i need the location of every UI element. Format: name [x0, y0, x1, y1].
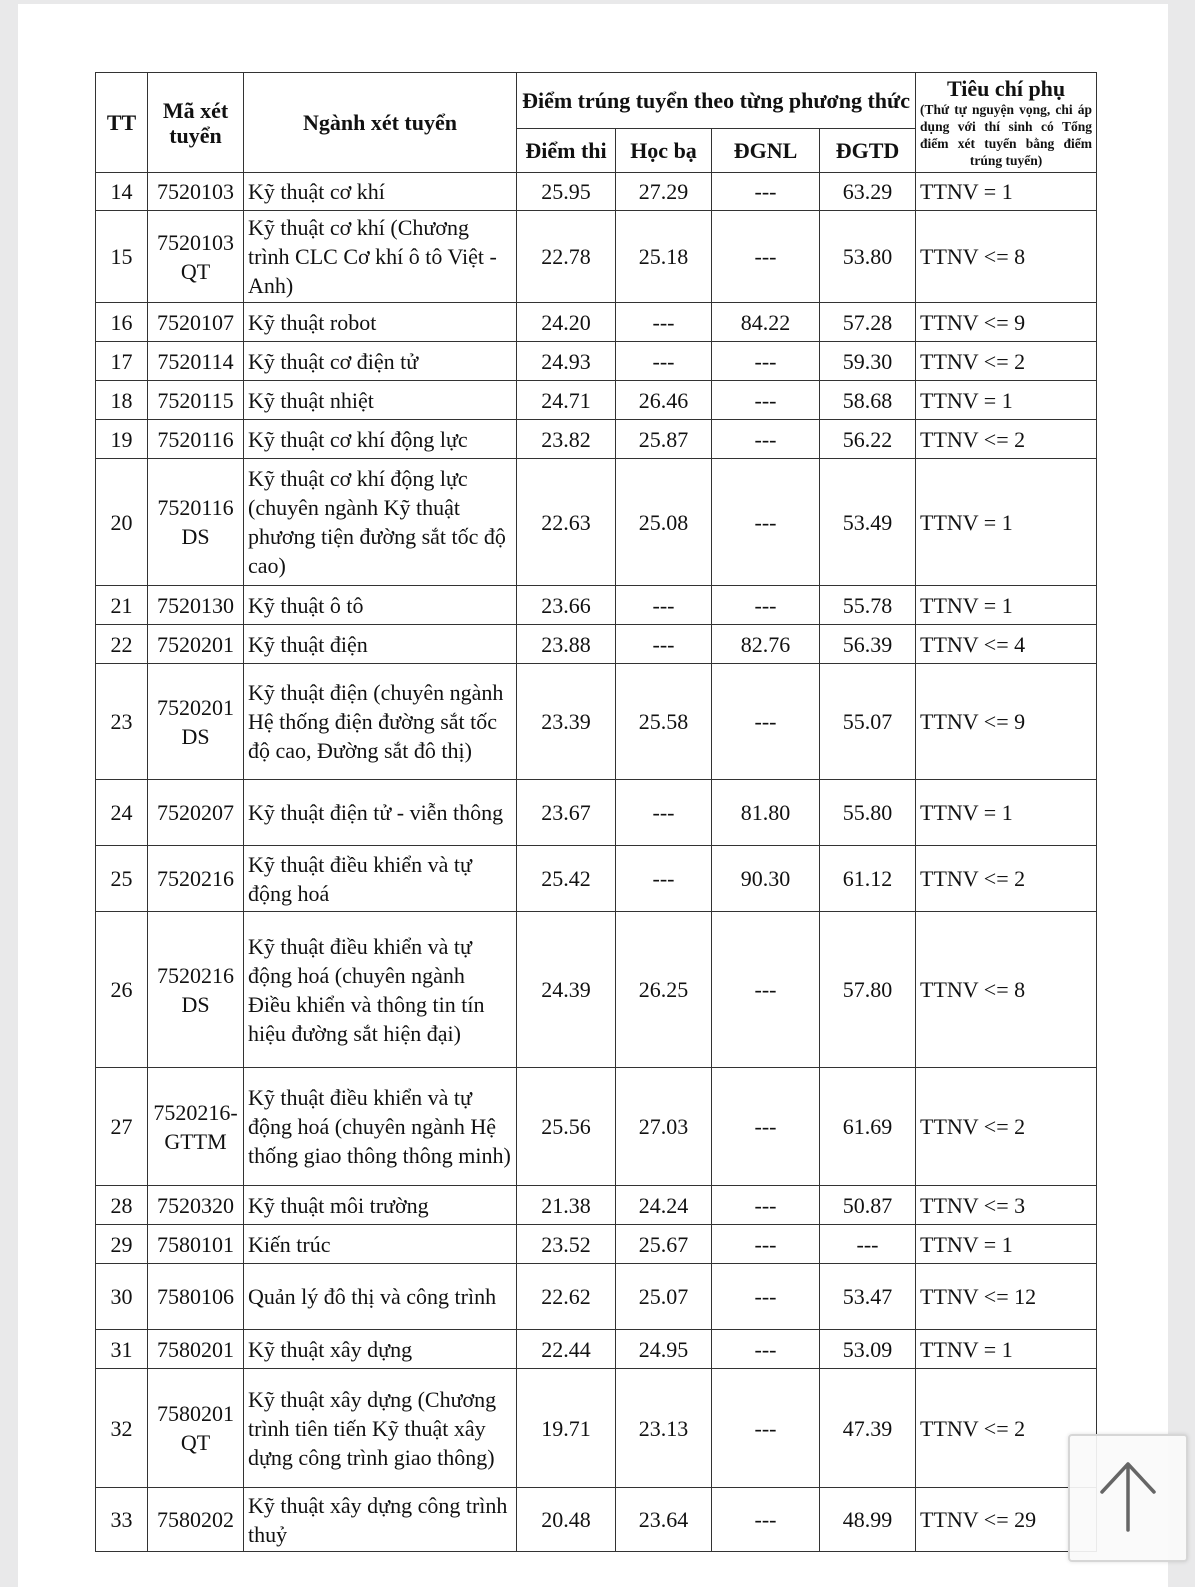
cell-nganh: Kỹ thuật điện (chuyên ngành Hệ thống điện đường sắt tốc độ cao, Đường sắt đô thị) — [244, 664, 517, 780]
cell-nganh: Kỹ thuật điện — [244, 625, 517, 664]
tieu-chi-title: Tiêu chí phụ — [946, 75, 1066, 101]
cell-diem-thi: 22.44 — [517, 1330, 616, 1369]
document-page — [18, 4, 1168, 1587]
cell-dgnl: --- — [712, 1068, 820, 1186]
cell-hoc-ba: 23.13 — [616, 1369, 712, 1488]
code-line: 7520115 — [157, 387, 234, 413]
header-diem-trung-tuyen: Điểm trúng tuyển theo từng phương thức — [517, 73, 916, 129]
cell-hoc-ba: --- — [616, 586, 712, 625]
cell-hoc-ba: 25.67 — [616, 1225, 712, 1264]
code-line: 7520107 — [157, 309, 234, 335]
cell-tt: 16 — [96, 303, 148, 342]
cell-ma-xet-tuyen — [148, 420, 244, 459]
cell-ma-xet-tuyen — [148, 1369, 244, 1488]
cell-tt: 32 — [96, 1369, 148, 1488]
cell-ma-xet-tuyen — [148, 381, 244, 420]
cell-diem-thi: 22.62 — [517, 1264, 616, 1330]
cell-nganh: Kỹ thuật điện tử - viễn thông — [244, 780, 517, 846]
cell-nganh: Kỹ thuật cơ điện tử — [244, 342, 517, 381]
cell-diem-thi: 25.95 — [517, 173, 616, 211]
cell-tieu-chi: TTNV <= 3 — [916, 1186, 1097, 1225]
cell-nganh: Kỹ thuật cơ khí động lực (chuyên ngành Kỹ thuật phương tiện đường sắt tốc độ cao) — [244, 459, 517, 586]
cell-hoc-ba: 26.46 — [616, 381, 712, 420]
code-line: 7580101 — [157, 1231, 234, 1257]
cell-tt: 30 — [96, 1264, 148, 1330]
cell-diem-thi: 22.78 — [517, 211, 616, 303]
table-row — [96, 664, 1097, 780]
admission-scores-table — [95, 72, 1097, 1552]
cell-tt: 23 — [96, 664, 148, 780]
cell-dgnl: --- — [712, 1186, 820, 1225]
cell-tt: 27 — [96, 1068, 148, 1186]
cell-tt: 31 — [96, 1330, 148, 1369]
cell-nganh: Kỹ thuật cơ khí (Chương trình CLC Cơ khí ô tô Việt - Anh) — [244, 211, 517, 303]
cell-tt: 22 — [96, 625, 148, 664]
cell-hoc-ba: --- — [616, 625, 712, 664]
table-row — [96, 211, 1097, 303]
code-line: 7520103 — [157, 229, 234, 255]
cell-hoc-ba: 25.58 — [616, 664, 712, 780]
cell-tt: 33 — [96, 1488, 148, 1552]
cell-tieu-chi: TTNV <= 9 — [916, 303, 1097, 342]
cell-dgtd: 61.12 — [820, 846, 916, 912]
cell-dgnl: --- — [712, 381, 820, 420]
cell-diem-thi: 24.71 — [517, 381, 616, 420]
cell-dgtd: 55.07 — [820, 664, 916, 780]
cell-tieu-chi: TTNV = 1 — [916, 780, 1097, 846]
code-line: 7520201 — [157, 694, 234, 720]
cell-dgnl: --- — [712, 1330, 820, 1369]
cell-tieu-chi: TTNV <= 2 — [916, 1068, 1097, 1186]
cell-tt: 21 — [96, 586, 148, 625]
table-header — [96, 73, 1097, 173]
cell-tieu-chi: TTNV <= 9 — [916, 664, 1097, 780]
header-hoc-ba: Học bạ — [616, 129, 712, 173]
cell-tieu-chi: TTNV = 1 — [916, 173, 1097, 211]
table-row — [96, 303, 1097, 342]
cell-dgnl: 84.22 — [712, 303, 820, 342]
cell-dgnl: --- — [712, 342, 820, 381]
cell-ma-xet-tuyen — [148, 625, 244, 664]
cell-tt: 24 — [96, 780, 148, 846]
cell-tieu-chi: TTNV <= 29 — [916, 1488, 1097, 1552]
cell-diem-thi: 25.56 — [517, 1068, 616, 1186]
cell-tieu-chi: TTNV <= 4 — [916, 625, 1097, 664]
cell-tieu-chi: TTNV = 1 — [916, 381, 1097, 420]
table-row — [96, 1488, 1097, 1552]
cell-hoc-ba: 24.95 — [616, 1330, 712, 1369]
cell-dgtd: 57.28 — [820, 303, 916, 342]
cell-dgtd: 50.87 — [820, 1186, 916, 1225]
cell-ma-xet-tuyen — [148, 1225, 244, 1264]
cell-diem-thi: 23.67 — [517, 780, 616, 846]
header-nganh-xet-tuyen: Ngành xét tuyển — [244, 73, 517, 173]
cell-diem-thi: 24.20 — [517, 303, 616, 342]
cell-hoc-ba: 25.18 — [616, 211, 712, 303]
table-row — [96, 625, 1097, 664]
cell-nganh: Kỹ thuật điều khiển và tự động hoá (chuyên ngành Điều khiển và thông tin tín hiệu đường sắt hiện đại) — [244, 912, 517, 1068]
cell-tt: 20 — [96, 459, 148, 586]
cell-dgtd: 57.80 — [820, 912, 916, 1068]
table-row — [96, 1186, 1097, 1225]
cell-dgtd: 55.80 — [820, 780, 916, 846]
cell-tieu-chi: TTNV <= 12 — [916, 1264, 1097, 1330]
cell-dgnl: --- — [712, 1264, 820, 1330]
cell-diem-thi: 20.48 — [517, 1488, 616, 1552]
cell-hoc-ba: 25.07 — [616, 1264, 712, 1330]
cell-diem-thi: 23.39 — [517, 664, 616, 780]
header-tieu-chi-phu — [916, 73, 1097, 173]
cell-dgnl: 90.30 — [712, 846, 820, 912]
cell-hoc-ba: --- — [616, 342, 712, 381]
cell-ma-xet-tuyen — [148, 1068, 244, 1186]
cell-tieu-chi: TTNV <= 2 — [916, 1369, 1097, 1488]
cell-diem-thi: 24.93 — [517, 342, 616, 381]
cell-hoc-ba: --- — [616, 846, 712, 912]
cell-tieu-chi: TTNV <= 2 — [916, 342, 1097, 381]
header-dgtd: ĐGTD — [820, 129, 916, 173]
cell-hoc-ba: 23.64 — [616, 1488, 712, 1552]
cell-tt: 28 — [96, 1186, 148, 1225]
cell-ma-xet-tuyen — [148, 912, 244, 1068]
cell-dgnl: 82.76 — [712, 625, 820, 664]
cell-diem-thi: 21.38 — [517, 1186, 616, 1225]
cell-ma-xet-tuyen — [148, 664, 244, 780]
scroll-to-top-button[interactable] — [1068, 1434, 1188, 1562]
cell-diem-thi: 22.63 — [517, 459, 616, 586]
code-line: 7520320 — [157, 1192, 234, 1218]
cell-tt: 29 — [96, 1225, 148, 1264]
cell-diem-thi: 23.66 — [517, 586, 616, 625]
table-row — [96, 1264, 1097, 1330]
cell-dgnl: --- — [712, 459, 820, 586]
cell-dgtd: 53.80 — [820, 211, 916, 303]
cell-dgnl: --- — [712, 912, 820, 1068]
cell-diem-thi: 19.71 — [517, 1369, 616, 1488]
cell-tieu-chi: TTNV = 1 — [916, 1225, 1097, 1264]
cell-tieu-chi: TTNV = 1 — [916, 459, 1097, 586]
code-line: 7520103 — [157, 179, 234, 204]
code-line: DS — [181, 991, 210, 1017]
header-tt: TT — [96, 73, 148, 173]
header-ma-xet-tuyen: Mã xét tuyển — [148, 73, 244, 173]
table-row — [96, 342, 1097, 381]
cell-tieu-chi: TTNV <= 2 — [916, 420, 1097, 459]
cell-hoc-ba: 25.87 — [616, 420, 712, 459]
table-row — [96, 912, 1097, 1068]
code-line: 7520116 — [157, 426, 234, 452]
cell-tt: 25 — [96, 846, 148, 912]
cell-nganh: Kỹ thuật cơ khí — [244, 173, 517, 211]
code-line: 7520201 — [157, 631, 234, 657]
cell-tt: 17 — [96, 342, 148, 381]
cell-ma-xet-tuyen — [148, 211, 244, 303]
cell-tieu-chi: TTNV = 1 — [916, 586, 1097, 625]
cell-tt: 14 — [96, 173, 148, 211]
table-row — [96, 173, 1097, 211]
code-line: 7520216- — [153, 1099, 238, 1125]
cell-diem-thi: 25.42 — [517, 846, 616, 912]
table-row — [96, 381, 1097, 420]
cell-hoc-ba: --- — [616, 303, 712, 342]
cell-ma-xet-tuyen — [148, 1186, 244, 1225]
cell-nganh: Quản lý đô thị và công trình — [244, 1264, 517, 1330]
cell-diem-thi: 23.52 — [517, 1225, 616, 1264]
code-line: 7520130 — [157, 592, 234, 618]
cell-hoc-ba: --- — [616, 780, 712, 846]
cell-dgtd: 53.47 — [820, 1264, 916, 1330]
cell-tt: 26 — [96, 912, 148, 1068]
code-line: 7520114 — [157, 348, 234, 374]
cell-dgtd: 59.30 — [820, 342, 916, 381]
cell-ma-xet-tuyen — [148, 1330, 244, 1369]
table-row — [96, 1369, 1097, 1488]
cell-dgtd: 48.99 — [820, 1488, 916, 1552]
cell-ma-xet-tuyen — [148, 173, 244, 211]
cell-tieu-chi: TTNV = 1 — [916, 1330, 1097, 1369]
table-row — [96, 846, 1097, 912]
cell-dgnl: --- — [712, 586, 820, 625]
cell-dgnl: --- — [712, 420, 820, 459]
code-line: 7520216 — [157, 866, 234, 891]
cell-dgtd: 56.22 — [820, 420, 916, 459]
code-line: 7580202 — [157, 1507, 234, 1532]
cell-dgnl: --- — [712, 173, 820, 211]
cell-dgtd: 53.49 — [820, 459, 916, 586]
code-line: DS — [181, 723, 210, 749]
code-line: QT — [180, 1430, 211, 1455]
table-row — [96, 1330, 1097, 1369]
table-body — [96, 173, 1097, 1552]
cell-tt: 18 — [96, 381, 148, 420]
cell-dgtd: 56.39 — [820, 625, 916, 664]
cell-hoc-ba: 25.08 — [616, 459, 712, 586]
cell-hoc-ba: 27.29 — [616, 173, 712, 211]
cell-nganh: Kỹ thuật xây dựng (Chương trình tiên tiến Kỹ thuật xây dựng công trình giao thông) — [244, 1369, 517, 1488]
cell-hoc-ba: 26.25 — [616, 912, 712, 1068]
code-line: 7580106 — [157, 1284, 234, 1309]
code-line: DS — [181, 524, 210, 549]
cell-nganh: Kỹ thuật xây dựng — [244, 1330, 517, 1369]
cell-dgnl: --- — [712, 1369, 820, 1488]
code-line: QT — [180, 258, 211, 284]
cell-ma-xet-tuyen — [148, 586, 244, 625]
code-line: 7520216 — [157, 962, 234, 988]
cell-ma-xet-tuyen — [148, 459, 244, 586]
cell-nganh: Kỹ thuật ô tô — [244, 586, 517, 625]
cell-nganh: Kiến trúc — [244, 1225, 517, 1264]
table-row — [96, 459, 1097, 586]
cell-dgnl: --- — [712, 1225, 820, 1264]
cell-tieu-chi: TTNV <= 8 — [916, 912, 1097, 1068]
cell-dgnl: --- — [712, 664, 820, 780]
cell-tt: 15 — [96, 211, 148, 303]
cell-nganh: Kỹ thuật môi trường — [244, 1186, 517, 1225]
arrow-up-icon — [1098, 1460, 1158, 1534]
table-row — [96, 780, 1097, 846]
cell-nganh: Kỹ thuật xây dựng công trình thuỷ — [244, 1488, 517, 1552]
cell-ma-xet-tuyen — [148, 1264, 244, 1330]
cell-nganh: Kỹ thuật robot — [244, 303, 517, 342]
cell-ma-xet-tuyen — [148, 1488, 244, 1552]
cell-tt: 19 — [96, 420, 148, 459]
code-line: 7520207 — [157, 800, 234, 825]
cell-ma-xet-tuyen — [148, 303, 244, 342]
cell-dgtd: 61.69 — [820, 1068, 916, 1186]
cell-ma-xet-tuyen — [148, 780, 244, 846]
header-diem-thi: Điểm thi — [517, 129, 616, 173]
code-line: 7580201 — [157, 1401, 234, 1426]
code-line: GTTM — [164, 1128, 227, 1154]
code-line: 7520116 — [157, 495, 234, 520]
cell-diem-thi: 23.88 — [517, 625, 616, 664]
cell-tieu-chi: TTNV <= 8 — [916, 211, 1097, 303]
cell-hoc-ba: 27.03 — [616, 1068, 712, 1186]
table-row — [96, 420, 1097, 459]
cell-nganh: Kỹ thuật điều khiển và tự động hoá (chuyên ngành Hệ thống giao thông thông minh) — [244, 1068, 517, 1186]
tieu-chi-note: (Thứ tự nguyện vọng, chi áp dụng với thí sinh có Tổng điểm xét tuyển bằng điểm trúng tuyển) — [920, 101, 1093, 168]
cell-ma-xet-tuyen — [148, 342, 244, 381]
header-dgnl: ĐGNL — [712, 129, 820, 173]
cell-dgtd: 58.68 — [820, 381, 916, 420]
cell-hoc-ba: 24.24 — [616, 1186, 712, 1225]
cell-nganh: Kỹ thuật nhiệt — [244, 381, 517, 420]
cell-diem-thi: 24.39 — [517, 912, 616, 1068]
cell-nganh: Kỹ thuật cơ khí động lực — [244, 420, 517, 459]
cell-diem-thi: 23.82 — [517, 420, 616, 459]
code-line: 7580201 — [157, 1336, 234, 1362]
cell-dgtd: 55.78 — [820, 586, 916, 625]
cell-dgtd: 53.09 — [820, 1330, 916, 1369]
cell-dgnl: --- — [712, 211, 820, 303]
cell-dgtd: 47.39 — [820, 1369, 916, 1488]
table-row — [96, 1225, 1097, 1264]
cell-dgtd: 63.29 — [820, 173, 916, 211]
cell-tieu-chi: TTNV <= 2 — [916, 846, 1097, 912]
table-row — [96, 586, 1097, 625]
table-row — [96, 1068, 1097, 1186]
cell-dgnl: 81.80 — [712, 780, 820, 846]
cell-dgtd: --- — [820, 1225, 916, 1264]
cell-ma-xet-tuyen — [148, 846, 244, 912]
cell-dgnl: --- — [712, 1488, 820, 1552]
cell-nganh: Kỹ thuật điều khiển và tự động hoá — [244, 846, 517, 912]
